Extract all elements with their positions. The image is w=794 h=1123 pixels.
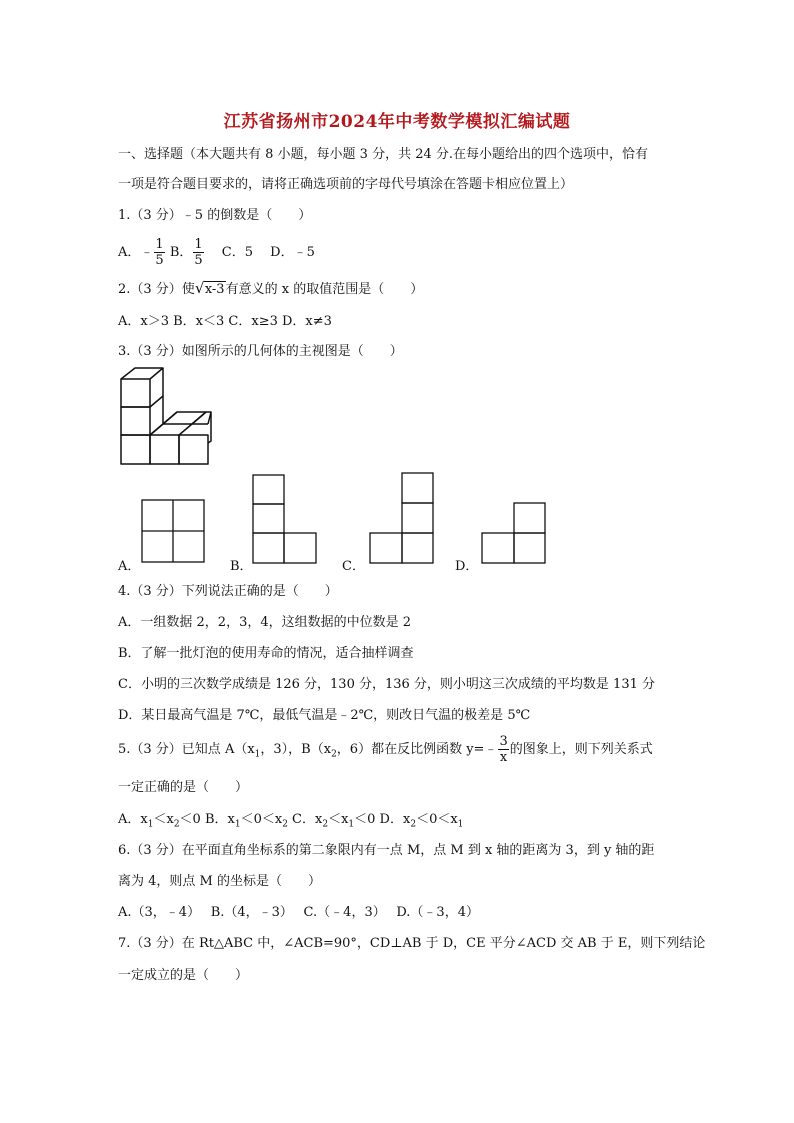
q5-mid2: ，6）都在反比例函数 y=﹣ <box>336 742 498 757</box>
section-instructions-line2: 一项是符合题目要求的，请将正确选项前的字母代号填涂在答题卡相应位置上） <box>118 177 574 192</box>
q5-den: x <box>499 750 508 765</box>
page-title: 江苏省扬州市2024年中考数学模拟汇编试题 <box>223 112 571 132</box>
q1-a-label: A．﹣ <box>118 245 154 260</box>
q3-option-d-label: D． <box>455 559 479 574</box>
q5-opt-seg: A．x <box>118 812 148 827</box>
q5-stem-post: 的图象上，则下列关系式 <box>509 742 653 757</box>
q3-solid-figure <box>116 366 216 468</box>
q4-option-d: D．某日最高气温是 7℃，最低气温是﹣2℃，则改日气温的极差是 5℃ <box>118 708 531 723</box>
section-instructions-line1: 一、选择题（本大题共有 8 小题，每小题 3 分，共 24 分.在每小题给出的四个选项中，恰有 <box>118 147 649 162</box>
radical-sign: √ <box>194 279 205 297</box>
q5-opt-seg: ＜x <box>328 812 349 827</box>
q2-options: A．x＞3 B．x＜3 C．x≥3 D．x≠3 <box>118 314 332 329</box>
q5-opt-sub: 1 <box>147 819 154 830</box>
q5-opt-seg: C．x <box>287 812 323 827</box>
q2-stem-pre: 2.（3 分）使 <box>118 282 195 297</box>
q1-a-den: 5 <box>155 253 164 268</box>
q5-opt-sub: 1 <box>234 819 241 830</box>
q5-opt-seg: ＜0 B．x <box>179 812 235 827</box>
q1-b-den: 5 <box>194 253 203 268</box>
q5-opt-seg: ＜0＜x <box>240 812 283 827</box>
q7-stem-line2: 一定成立的是（ ） <box>118 968 249 983</box>
q1-b-num: 1 <box>194 237 203 252</box>
q3-option-c-label: C． <box>342 559 365 574</box>
q5-line2: 一定正确的是（ ） <box>118 780 249 795</box>
q1-a-num: 1 <box>155 237 164 252</box>
q2-stem-post: 有意义的 x 的取值范围是（ ） <box>225 282 424 297</box>
q5-sub2: 2 <box>331 749 337 760</box>
q5-opt-sub: 2 <box>282 819 288 830</box>
q3-option-b-figure <box>252 474 318 564</box>
q6-stem-line1: 6.（3 分）在平面直角坐标系的第二象限内有一点 M，点 M 到 x 轴的距离为 3，到 y 轴的距 <box>118 843 655 858</box>
q5-opt-sub: 2 <box>322 819 329 830</box>
q5-fraction <box>498 734 508 765</box>
q1-a-fraction <box>154 237 164 268</box>
q4-option-b: B．了解一批灯泡的使用寿命的情况，适合抽样调查 <box>118 646 414 661</box>
q5-opt-seg: ＜x <box>153 812 174 827</box>
q3-option-a-figure <box>141 499 205 563</box>
q6-options: A.（3，﹣4） B.（4，﹣3） C.（﹣4，3） D.（﹣3，4） <box>118 905 479 920</box>
q3-option-b-label: B． <box>230 559 253 574</box>
q5-stem-pre: 5.（3 分）已知点 A（x <box>118 742 255 757</box>
q5-opt-seg: ＜0＜x <box>416 812 458 827</box>
q5-opt-sub: 2 <box>173 819 180 830</box>
q3-stem: 3.（3 分）如图所示的几何体的主视图是（ ） <box>118 344 403 359</box>
q5-opt-sub: 2 <box>410 819 417 830</box>
q1-b-label: B． <box>169 245 193 260</box>
q1-rest: C．5 D．﹣5 <box>208 245 315 260</box>
q6-stem-line2: 离为 4，则点 M 的坐标是（ ） <box>118 874 321 889</box>
q5-options <box>118 811 463 834</box>
q5-mid1: ，3），B（x <box>260 742 332 757</box>
q4-stem: 4.（3 分）下列说法正确的是（ ） <box>118 584 338 599</box>
q5-opt-sub: 1 <box>348 819 355 830</box>
q4-option-c: C．小明的三次数学成绩是 126 分，130 分，136 分，则小明这三次成绩的平均数是 131 分 <box>118 677 655 692</box>
q5-opt-seg: ＜0 D．x <box>354 812 411 827</box>
q1-stem: 1.（3 分）﹣5 的倒数是（ ） <box>118 208 312 223</box>
q2-radicand: x-3 <box>204 282 225 297</box>
q3-option-c-figure <box>369 472 435 564</box>
q5-stem <box>118 733 653 772</box>
q2-stem <box>118 281 423 299</box>
q1-b-fraction <box>193 237 203 268</box>
q3-option-d-figure <box>481 502 547 564</box>
q4-option-a: A．一组数据 2，2，3，4，这组数据的中位数是 2 <box>118 615 412 630</box>
q2-sqrt <box>195 281 226 299</box>
q3-option-a-label: A． <box>118 559 141 574</box>
q7-stem-line1: 7.（3 分）在 Rt△ABC 中，∠ACB=90°，CD⊥AB 于 D，CE 平分∠ACD 交 AB 于 E，则下列结论 <box>118 936 706 951</box>
q5-num: 3 <box>499 734 508 749</box>
q5-sub1: 1 <box>254 749 261 760</box>
q1-options <box>118 236 315 270</box>
q5-opt-sub: 1 <box>457 819 464 830</box>
